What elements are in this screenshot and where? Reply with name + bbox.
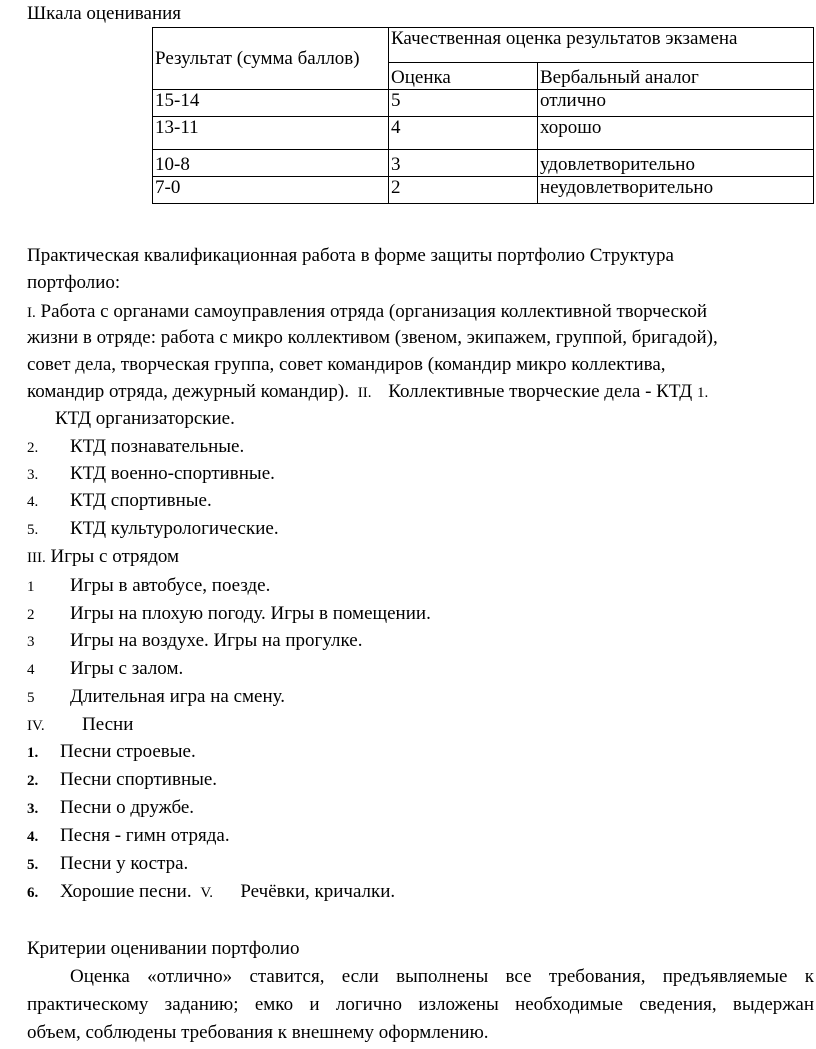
list-item-number: 2. bbox=[27, 773, 39, 789]
section5-number: V. bbox=[200, 885, 214, 901]
intro-line: Практическая квалификационная работа в форме защиты портфолио Структура bbox=[27, 245, 674, 266]
section1-line: совет дела, творческая группа, совет командиров (командир микро коллектива, bbox=[27, 354, 666, 375]
list-item bbox=[27, 575, 270, 598]
table-header-row bbox=[153, 28, 814, 63]
header-grade: Оценка bbox=[389, 63, 538, 90]
list-item-number: 3. bbox=[27, 801, 39, 817]
section1-number: I. bbox=[27, 305, 36, 321]
list-item-text: Игры с залом. bbox=[70, 658, 184, 679]
list-item-text: КТД познавательные. bbox=[70, 436, 245, 457]
list-item bbox=[27, 658, 183, 681]
list-item bbox=[27, 769, 217, 792]
section2-title: Коллективные творческие дела - КТД bbox=[388, 381, 693, 402]
grading-scale-table bbox=[152, 27, 814, 204]
grade-cell: 4 bbox=[389, 117, 538, 150]
list-item-number: 6. bbox=[27, 885, 39, 901]
list-item-number: 1 bbox=[27, 579, 35, 595]
list-item bbox=[27, 518, 279, 541]
section1-text: Работа с органами самоуправления отряда (организация коллективной творческой bbox=[40, 301, 707, 322]
section3-number: III. bbox=[27, 550, 46, 566]
verbal-cell: отлично bbox=[538, 90, 814, 117]
list-item bbox=[27, 881, 395, 904]
list-item bbox=[27, 686, 285, 709]
list-item-text: Песни у костра. bbox=[60, 853, 189, 874]
list-item-text: КТД военно-спортивные. bbox=[70, 463, 275, 484]
list-item-number: 5. bbox=[27, 857, 39, 873]
score-cell: 15-14 bbox=[153, 90, 389, 117]
list-item-number: 1. bbox=[27, 745, 39, 761]
list-item bbox=[27, 490, 212, 513]
section3-heading bbox=[27, 546, 179, 569]
criteria-paragraph-line: практическому заданию; емко и логично изложены необходимые сведения, выдержан bbox=[27, 994, 814, 1015]
list-item-text: Игры на воздухе. Игры на прогулке. bbox=[70, 630, 363, 651]
criteria-title: Критерии оценивании портфолио bbox=[27, 938, 300, 959]
table-row bbox=[153, 117, 814, 150]
ktd-item-text: КТД организаторские. bbox=[55, 408, 235, 429]
section1-line bbox=[27, 301, 707, 324]
section1-line bbox=[27, 381, 708, 404]
list-item-text: КТД культурологические. bbox=[70, 518, 279, 539]
criteria-paragraph-line: объем, соблюдены требования к внешнему оформлению. bbox=[27, 1022, 489, 1043]
list-item bbox=[27, 603, 431, 626]
list-item-number: 5 bbox=[27, 690, 35, 706]
section1-line: жизни в отряде: работа с микро коллективом (звеном, экипажем, группой, бригадой), bbox=[27, 327, 718, 348]
list-item-number: 4. bbox=[27, 829, 39, 845]
header-quality: Качественная оценка результатов экзамена bbox=[389, 28, 814, 63]
list-item-number: 2. bbox=[27, 440, 39, 456]
list-item-text: Песня - гимн отряда. bbox=[60, 825, 230, 846]
table-row bbox=[153, 177, 814, 204]
list-item-number: 4 bbox=[27, 662, 35, 678]
ktd-item-number: 1. bbox=[696, 385, 709, 401]
section4-number: IV. bbox=[27, 718, 45, 734]
list-item bbox=[27, 741, 196, 764]
verbal-cell: удовлетворительно bbox=[538, 150, 814, 177]
table-row bbox=[153, 150, 814, 177]
list-item-number: 3 bbox=[27, 634, 35, 650]
list-item-text: Песни о дружбе. bbox=[60, 797, 195, 818]
list-item bbox=[27, 797, 194, 820]
list-item-text: Игры в автобусе, поезде. bbox=[70, 575, 271, 596]
table-row bbox=[153, 90, 814, 117]
list-item-text: Песни строевые. bbox=[60, 741, 196, 762]
section5-title: Речёвки, кричалки. bbox=[240, 881, 396, 902]
list-item-number: 3. bbox=[27, 467, 39, 483]
list-item bbox=[27, 630, 362, 653]
score-cell: 10-8 bbox=[153, 150, 389, 177]
score-cell: 7-0 bbox=[153, 177, 389, 204]
list-item-text: Песни спортивные. bbox=[60, 769, 218, 790]
grade-cell: 2 bbox=[389, 177, 538, 204]
list-item-number: 4. bbox=[27, 494, 39, 510]
list-item bbox=[27, 463, 275, 486]
header-result: Результат (сумма баллов) bbox=[153, 28, 389, 90]
list-item-text: Длительная игра на смену. bbox=[70, 686, 285, 707]
grade-cell: 3 bbox=[389, 150, 538, 177]
scale-title: Шкала оценивания bbox=[27, 3, 182, 24]
header-verbal: Вербальный аналог bbox=[538, 63, 814, 90]
list-item-number: 2 bbox=[27, 607, 35, 623]
list-item-text: Хорошие песни. bbox=[60, 881, 192, 902]
verbal-cell: хорошо bbox=[538, 117, 814, 150]
score-cell: 13-11 bbox=[153, 117, 389, 150]
list-item-text: КТД спортивные. bbox=[70, 490, 212, 511]
section1-text: командир отряда, дежурный командир). bbox=[27, 381, 349, 402]
list-item bbox=[27, 825, 230, 848]
intro-line: портфолио: bbox=[27, 272, 121, 293]
list-item-number: 5. bbox=[27, 522, 39, 538]
section2-number: II. bbox=[357, 385, 372, 401]
list-item-text: Игры на плохую погоду. Игры в помещении. bbox=[70, 603, 431, 624]
grade-cell: 5 bbox=[389, 90, 538, 117]
section4-title: Песни bbox=[82, 714, 134, 735]
criteria-paragraph-line: Оценка «отлично» ставится, если выполнены все требования, предъявляемые к bbox=[70, 966, 814, 987]
section4-heading bbox=[27, 714, 133, 737]
list-item bbox=[27, 436, 244, 459]
section3-title: Игры с отрядом bbox=[50, 546, 180, 567]
list-item bbox=[27, 853, 188, 876]
verbal-cell: неудовлетворительно bbox=[538, 177, 814, 204]
